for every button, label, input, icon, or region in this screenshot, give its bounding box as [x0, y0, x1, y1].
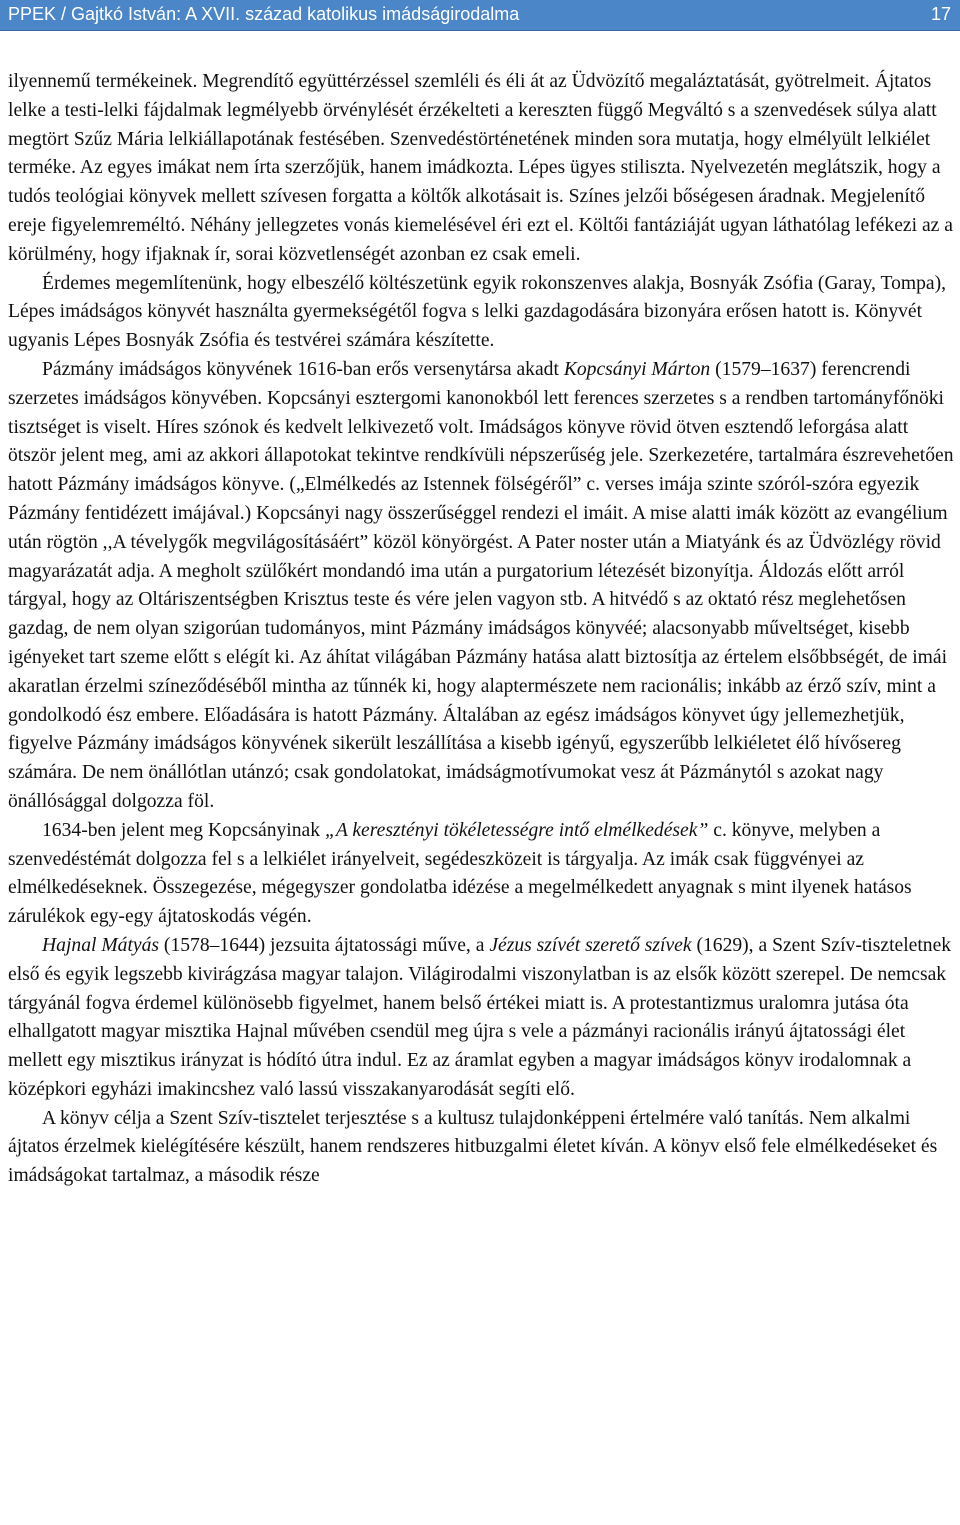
document-title: PPEK / Gajtkó István: A XVII. század katolikus imádságirodalma	[8, 4, 520, 24]
paragraph-5-text-b: (1629), a Szent Szív-tiszteletnek első és egyik legszebb kivirágzása magyar talajon. Világirodalmi viszonylatban is az elsők között szerepel. De nemcsak tárgyánál fogva érdemel különösebb figyelmet, hanem belső értékei miatt is. A protestantizmus uralomra jutása óta elhallgatott magyar misztika Hajnal művében csendül meg újra s vele a pázmányi racionális irányú ájtatossági élet mellett egy misztikus irányzat is hódító útra indul. Ez az áramlat egyben a magyar imádságos könyv irodalomnak a középkori egyházi imakincshez való lassú visszakanyarodását segíti elő.	[8, 934, 952, 1100]
author-name-hajnal: Hajnal Mátyás	[42, 934, 160, 956]
paragraph-3-text-b: (1579–1637) ferencrendi szerzetes imádságos könyvében. Kopcsányi esztergomi kanonokból lett ferences szerzetes s a rendben tartományfőnöki tisztséget is viselt. Híres szónok és kedvelt lelkivezető volt. Imádságos könyve rövid ötven esztendő leforgása alatt ötször jelent meg, ami az akkori állapotokat tekintve rendkívüli népszerűség jele. Szerkezetére, tartalmára észrevehetően hatott Pázmány imádságos könyve. („Elmélkedés az Istennek fölségéről” c. verses imája szinte szóról-szóra egyezik Pázmány fentidézett imájával.) Kopcsányi nagy összerűséggel rendezi el imáit. A mise alatti imák között az evangélium után rögtön ,,A tévelygők megvilágosításáért” közöl könyörgést. A Pater noster után a Miatyánk és az Üdvözlégy rövid magyarázatát adja. A megholt szülőkért mondandó ima után a purgatorium létezését bizonyítja. Áldozás előtt arról tárgyal, hogy az Oltáriszentségben Krisztus teste és vére jelen vagyon stb. A hitvédő s az oktató rész meglehetősen gazdag, de nem olyan szigorúan tudományos, mint Pázmány imádságos könyvéé; alacsonyabb műveltséget, kisebb igényeket tart szeme előtt s elégít ki. Az áhítat világában Pázmány hatása alatt biztosítja az értelem elsőbbségét, de imái akaratlan érzelmi színeződéséből mintha az tűnnék ki, hogy alaptermészete nem racionális; inkább az érző szív, mint a gondolkodó ész embere. Előadására is hatott Pázmány. Általában az egész imádságos könyvet úgy jellemezhetjük, figyelve Pázmány imádságos könyvének sikerült leszállítása a kisebb igényű, egyszerűbb lelkiéletet élő hívősereg számára. De nem önállótlan utánzó; csak gondolatokat, imádságmotívumokat vesz át Pázmánytól s azokat nagy önállósággal dolgozza föl.	[8, 358, 954, 812]
paragraph-3-text-a: Pázmány imádságos könyvének 1616-ban erős versenytársa akadt	[42, 358, 564, 380]
page-header	[0, 0, 960, 31]
page-number: 17	[930, 4, 951, 24]
paragraph-4-text-b: c. könyve, melyben a szenvedéstémát dolgozza fel s a lelkiélet irányelveit, segédeszközeit is tárgyalja. Az imák csak függvényei az elmélkedéseknek. Összegezése, mégegyszer gondolatba idézése a megelmélkedett anyagnak s mint ilyenek hatásos zárulékok egy-egy ájtatoskodás végén.	[8, 819, 912, 928]
page-body	[8, 68, 954, 1191]
paragraph-6: A könyv célja a Szent Szív-tisztelet terjesztése s a kultusz tulajdonképpeni értelmére való tanítás. Nem alkalmi ájtatos érzelmek kielégítésére készült, hanem rendszeres hitbuzgalmi életet kíván. A könyv első fele elmélkedéseket és imádságokat tartalmaz, a második része	[8, 1107, 938, 1187]
paragraph-2: Érdemes megemlítenünk, hogy elbeszélő költészetünk egyik rokonszenves alakja, Bosnyák Zsófia (Garay, Tompa), Lépes imádságos könyvét használta gyermekségétől fogva s lelki gazdagodására bizonyára erősen hatott is. Könyvét ugyanis Lépes Bosnyák Zsófia és testvérei számára készítette.	[8, 272, 947, 352]
paragraph-4-text-a: 1634-ben jelent meg Kopcsányinak	[42, 819, 325, 841]
paragraph-4	[8, 817, 954, 932]
author-name-kopcsanyi: Kopcsányi Márton	[563, 358, 711, 380]
book-title-kopcsanyi: „A keresztényi tökéletességre intő elmélkedések”	[324, 819, 709, 841]
paragraph-1: ilyennemű termékeinek. Megrendítő együttérzéssel szemléli és éli át az Üdvözítő megaláztatását, gyötrelmeit. Ájtatos lelke a testi-lelki fájdalmak legmélyebb örvénylését érzékelteti a kereszten függő Megváltó s a szenvedések súlya alatt megtört Szűz Mária lelkiállapotának festésében. Szenvedéstörténetének minden sora mutatja, hogy elmélyült lelkiélet terméke. Az egyes imákat nem írta szerzőjük, hanem imádkozta. Lépes ügyes stiliszta. Nyelvezetén meglátszik, hogy a tudós teológiai könyvek mellett szívesen forgatta a költők alkotásait is. Színes jelzői bőségesen áradnak. Megjelenítő ereje figyelemreméltó. Néhány jellegzetes vonás kiemelésével éri ezt el. Költői fantáziáját ugyan láthatólag lefékezi az a körülmény, hogy ifjaknak ír, sorai közvetlenségét azonban ez csak emeli.	[8, 71, 953, 265]
paragraph-3	[8, 356, 954, 817]
paragraph-5-text-a: (1578–1644) jezsuita ájtatossági műve, a	[159, 934, 490, 956]
book-title-hajnal: Jézus szívét szerető szívek	[489, 934, 692, 956]
paragraph-5	[8, 932, 954, 1105]
